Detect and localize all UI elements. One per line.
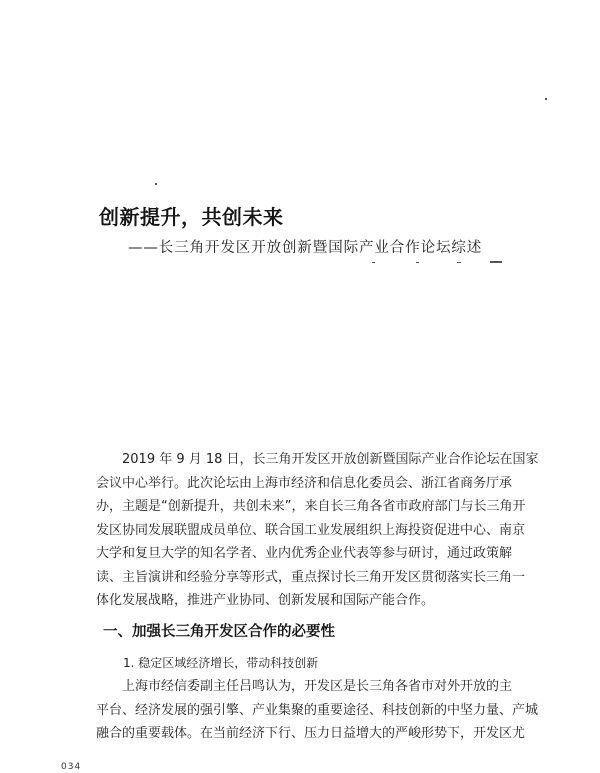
intro-paragraph [96,448,539,613]
intro-line: 发区协同发展联盟成员单位、联合国工业发展组织上海投资促进中心、南京 [96,522,526,538]
intro-line: 2019 年 9 月 18 日，长三角开发区开放创新暨国际产业合作论坛在国家 [122,452,539,467]
intro-line: 大学和复旦大学的知名学者、业内优秀企业代表等参与研讨，通过政策解 [96,546,513,561]
body-line: 上海市经信委副主任吕鸣认为，开发区是长三角各省市对外开放的主 [122,679,513,694]
scan-speck [545,98,547,100]
subsection-heading: 1. 稳定区域经济增长，带动科技创新 [123,656,319,670]
scan-speck [416,262,419,263]
body-paragraph [96,675,539,746]
scan-speck [457,262,461,263]
intro-line: 办，主题是“创新提升，共创未来”，来自长三角各省市政府部门与长三角开 [96,499,526,514]
body-line: 平台、经济发展的强引擎、产业集聚的重要途径、科技创新的中坚力量、产城 [96,702,539,718]
page-number: 034 [61,762,82,772]
article-subtitle: ——长三角开发区开放创新暨国际产业合作论坛综述 [128,240,483,256]
scan-speck [490,261,502,263]
section-heading: 一、加强长三角开发区合作的必要性 [103,624,335,640]
scan-speck [372,262,375,263]
article-title: 创新提升，共创未来 [99,205,284,229]
scan-speck [155,183,157,185]
intro-line: 会议中心举行。此次论坛由上海市经济和信息化委员会、浙江省商务厅承 [96,475,513,491]
intro-line: 读、主旨演讲和经验分享等形式，重点探讨长三角开发区贯彻落实长三角一 [96,569,526,585]
body-line: 融合的重要载体。在当前经济下行、压力日益增大的严峻形势下，开发区尤 [96,726,526,741]
intro-line: 体化发展战略，推进产业协同、创新发展和国际产能合作。 [96,593,435,608]
